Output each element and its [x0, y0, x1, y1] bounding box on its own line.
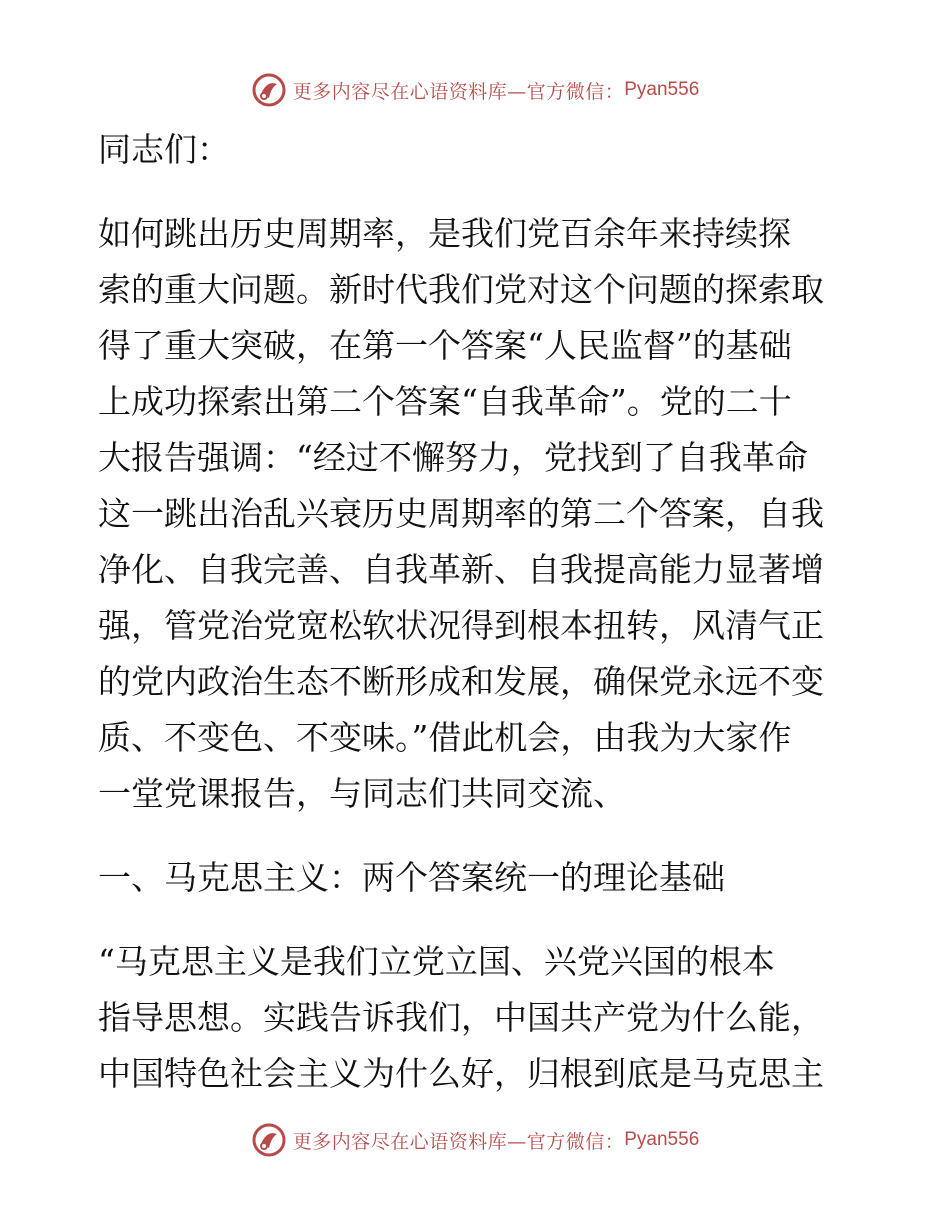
paragraph-line: 一堂党课报告，与同志们共同交流、 — [98, 774, 626, 813]
paragraph-line: 如何跳出历史周期率，是我们党百余年来持续探 — [98, 214, 791, 253]
paragraph-section-one — [98, 934, 858, 1102]
paragraph-line: 中国特色社会主义为什么好，归根到底是马克思主 — [98, 1054, 824, 1093]
watermark-text: 更多内容尽在心语资料库—官方微信： — [292, 80, 625, 103]
paragraph-line: 上成功探索出第二个答案“自我革命”。党的二十 — [98, 382, 792, 421]
paragraph-line: 质、不变色、不变味。”借此机会，由我为大家作 — [98, 718, 792, 757]
seal-logo-icon — [251, 1122, 287, 1158]
paragraph-line: 得了重大突破，在第一个答案“人民监督”的基础 — [98, 326, 792, 365]
paragraph-line: 指导思想。实践告诉我们，中国共产党为什么能， — [98, 998, 824, 1037]
section-heading: 一、马克思主义：两个答案统一的理论基础 — [98, 858, 725, 897]
header-watermark — [0, 70, 950, 110]
footer-watermark — [0, 1120, 950, 1160]
paragraph-intro — [98, 206, 858, 822]
watermark-wechat-id: Pyan556 — [624, 79, 700, 100]
document-body — [98, 122, 858, 1102]
paragraph-line: 的党内政治生态不断形成和发展，确保党永远不变 — [98, 662, 824, 701]
paragraph-line: 强，管党治党宽松软状况得到根本扭转，风清气正 — [98, 606, 824, 645]
greeting: 同志们： — [98, 130, 230, 169]
paragraph-line: 净化、自我完善、自我革新、自我提高能力显著增 — [98, 550, 824, 589]
paragraph-line: “马克思主义是我们立党立国、兴党兴国的根本 — [98, 942, 775, 981]
paragraph-line: 索的重大问题。新时代我们党对这个问题的探索取 — [98, 270, 824, 309]
paragraph-line: 这一跳出治乱兴衰历史周期率的第二个答案，自我 — [98, 494, 824, 533]
watermark-wechat-id: Pyan556 — [624, 1129, 700, 1150]
watermark-text: 更多内容尽在心语资料库—官方微信： — [292, 1130, 625, 1153]
seal-logo-icon — [251, 72, 287, 108]
paragraph-line: 大报告强调：“经过不懈努力，党找到了自我革命 — [98, 438, 808, 477]
